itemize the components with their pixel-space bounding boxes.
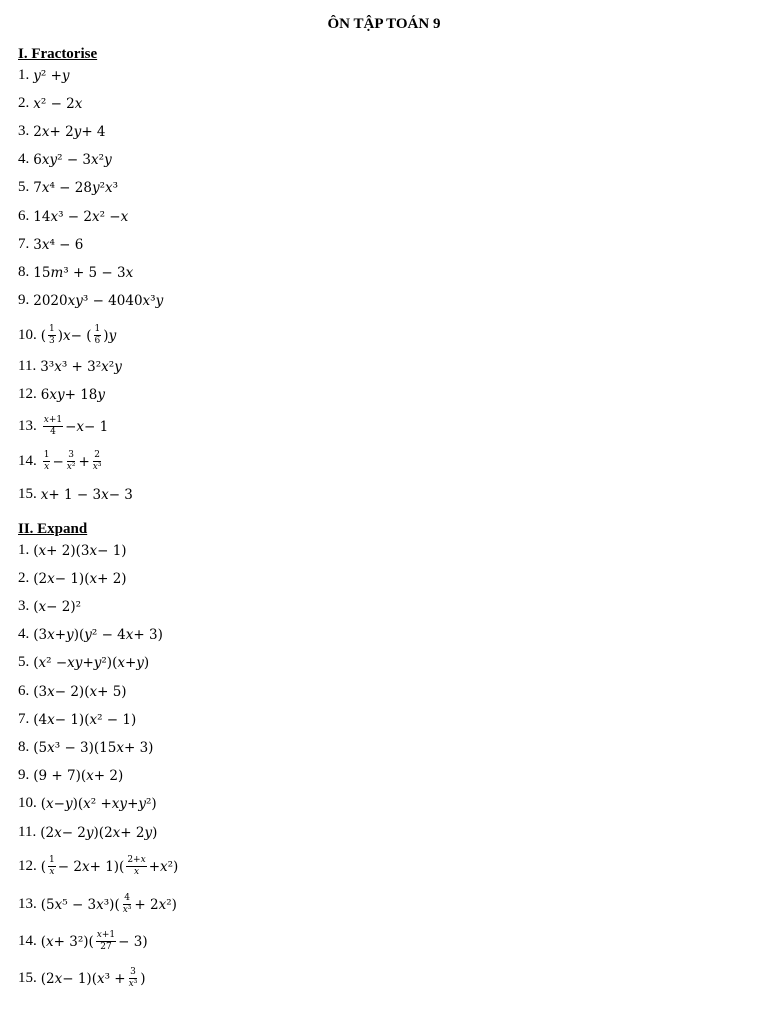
item-expression: ( x + 3²)( $\frac{x+1}{27}$ − 3) [40, 930, 148, 952]
item-expression: 3³ x ³ + 3² x ² y [40, 358, 122, 375]
fraction: $\frac{3}{\text{x²}}$ [66, 450, 76, 472]
item-expression: 2020 x y ³ − 4040 x ³ y [33, 292, 164, 309]
expand-item-10 [18, 795, 157, 812]
item-number: 7. [18, 711, 30, 727]
item-expression: ( x ² − x y + y ²)( x + y ) [33, 654, 150, 671]
fraction: $\frac{1}{x}$ [49, 855, 55, 877]
item-expression: 7 x ⁴ − 28 y ² x ³ [33, 179, 119, 196]
factorise-item-1 [18, 67, 70, 84]
section-heading-expand: II. Expand [18, 521, 88, 537]
factorise-item-3 [18, 123, 106, 140]
item-number: 5. [18, 179, 30, 195]
item-number: 15. [18, 486, 37, 502]
item-number: 5. [18, 654, 30, 670]
item-expression: ( x + 2)(3 x − 1) [33, 542, 127, 559]
item-number: 11. [18, 358, 37, 374]
item-expression: x + 1 − 3 x − 3 [40, 486, 133, 503]
factorise-item-6 [18, 208, 128, 225]
factorise-item-12 [18, 386, 105, 403]
item-expression: (2 x − 1)( x + 2) [33, 570, 127, 587]
item-number: 11. [18, 824, 37, 840]
factorise-item-13 [18, 416, 108, 437]
item-number: 12. [18, 386, 37, 402]
expand-item-3 [18, 598, 81, 615]
item-expression: (5 x ⁵ − 3 x ³)( $\frac{4}{\text{x³}}$ + 2 x ²) [40, 893, 177, 915]
factorise-item-15 [18, 486, 133, 503]
item-expression: $\frac{1}{x}$ − $\frac{3}{\text{x²}}$ + $\frac{2}{\text{x³}}$ [43, 450, 102, 472]
item-expression: (3 x − 2)( x + 5) [33, 683, 127, 700]
expand-item-12 [18, 856, 178, 877]
fraction: $\frac{x+1}{4}$ [43, 415, 63, 437]
item-expression: ( x − y )( x ² + x y + y ²) [40, 795, 157, 812]
item-number: 3. [18, 598, 30, 614]
item-number: 4. [18, 151, 30, 167]
item-expression: (2 x − 2 y )(2 x + 2 y ) [40, 824, 158, 841]
expand-item-1 [18, 542, 127, 559]
item-number: 3. [18, 123, 30, 139]
item-number: 6. [18, 208, 30, 224]
item-expression: 3 x ⁴ − 6 [33, 236, 84, 253]
expand-item-14 [18, 931, 148, 952]
item-expression: ( $\frac{1}{x}$ − 2 x + 1)( $\frac{2+x}{x}$ + x ²) [40, 855, 179, 877]
item-number: 4. [18, 626, 30, 642]
fraction: $\frac{2+x}{x}$ [127, 855, 146, 877]
expand-item-9 [18, 767, 123, 784]
expand-item-4 [18, 626, 163, 643]
factorise-item-14 [18, 451, 104, 472]
item-number: 9. [18, 292, 30, 308]
expand-item-11 [18, 824, 157, 841]
item-number: 14. [18, 933, 37, 949]
factorise-item-11 [18, 358, 122, 375]
item-expression: 14 x ³ − 2 x ² − x [33, 208, 129, 225]
item-number: 13. [18, 896, 37, 912]
item-number: 1. [18, 542, 30, 558]
item-number: 8. [18, 264, 30, 280]
page-title: ÔN TẬP TOÁN 9 [327, 16, 441, 32]
item-expression: ( x − 2)² [33, 598, 82, 615]
item-expression: 6 x y + 18 y [40, 386, 106, 403]
item-expression: 15 m ³ + 5 − 3 x [33, 264, 134, 281]
fraction: $\frac{1}{6}$ [94, 324, 101, 346]
fraction: $\frac{1}{x}$ [43, 450, 50, 472]
item-expression: (4 x − 1)( x ² − 1) [33, 711, 137, 728]
item-number: 10. [18, 795, 37, 811]
item-expression: 2 x + 2 y + 4 [33, 123, 106, 140]
item-expression: (3 x + y )( y ² − 4 x + 3) [33, 626, 163, 643]
item-number: 12. [18, 858, 37, 874]
expand-item-6 [18, 683, 127, 700]
item-number: 2. [18, 95, 30, 111]
factorise-item-9 [18, 292, 163, 309]
item-expression: (5 x ³ − 3)(15 x + 3) [33, 739, 154, 756]
factorise-item-7 [18, 236, 83, 253]
item-number: 14. [18, 453, 37, 469]
item-number: 15. [18, 970, 37, 986]
fraction: $\frac{3}{\text{x³}}$ [128, 967, 138, 989]
item-number: 13. [18, 418, 37, 434]
item-number: 7. [18, 236, 30, 252]
expand-item-2 [18, 570, 127, 587]
item-number: 10. [18, 327, 37, 343]
expand-item-7 [18, 711, 136, 728]
item-number: 9. [18, 767, 30, 783]
expand-item-13 [18, 894, 177, 915]
expand-item-15 [18, 968, 146, 989]
item-expression: 6 x y ² − 3 x ² y [33, 151, 112, 168]
item-expression: ( $\frac{1}{3}$ ) x − ( $\frac{1}{6}$ ) y [40, 324, 117, 346]
fraction: $\frac{4}{\text{x³}}$ [122, 893, 132, 915]
item-number: 2. [18, 570, 30, 586]
factorise-item-2 [18, 95, 82, 112]
expand-item-8 [18, 739, 153, 756]
factorise-item-10 [18, 325, 116, 346]
item-expression: x ² − 2 x [33, 95, 83, 112]
factorise-item-4 [18, 151, 112, 168]
item-number: 8. [18, 739, 30, 755]
item-number: 1. [18, 67, 30, 83]
item-number: 6. [18, 683, 30, 699]
item-expression: y ² + y [33, 67, 70, 84]
expand-item-5 [18, 654, 149, 671]
factorise-item-8 [18, 264, 133, 281]
item-expression: (9 + 7)( x + 2) [33, 767, 124, 784]
fraction: $\frac{x+1}{27}$ [96, 930, 116, 952]
item-expression: $\frac{x+1}{4}$ − x − 1 [43, 415, 109, 437]
section-heading-factorise: I. Fractorise [18, 46, 98, 62]
factorise-item-5 [18, 179, 118, 196]
item-expression: (2 x − 1)( x ³ + $\frac{3}{\text{x³}}$ ) [40, 967, 146, 989]
fraction: $\frac{2}{\text{x³}}$ [92, 450, 102, 472]
fraction: $\frac{1}{3}$ [49, 324, 55, 346]
